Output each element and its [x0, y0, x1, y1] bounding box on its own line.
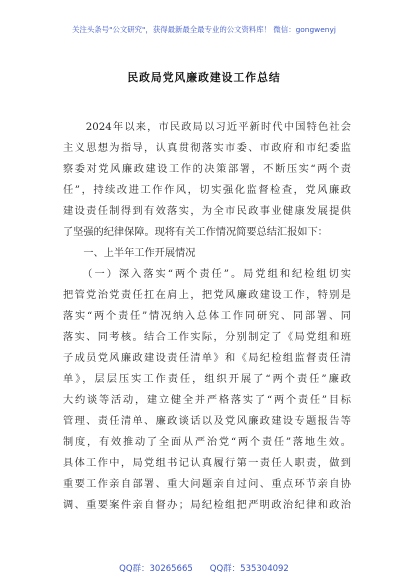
body-line: 2024年以来，市民政局以习近平新时代中国特色社会: [63, 122, 351, 133]
body-line: 具体工作中，局党组书记认真履行第一责任人职责，做到: [63, 458, 351, 469]
body-line: 重要工作亲自部署、重大问题亲自过问、重点环节亲自协: [63, 479, 351, 490]
body-line: 察委对党风廉政建设工作的决策部署，不断压实“两个责: [63, 164, 351, 175]
document-title: 民政局党风廉政建设工作总结: [127, 71, 281, 84]
body-line: 任”，持续改进工作作风，切实强化监督检查，党风廉政: [63, 185, 351, 196]
section-heading: 一、上半年工作开展情况: [63, 248, 196, 259]
qq-group-footer: QQ群：30265665 QQ群：535304092: [119, 564, 289, 574]
body-line: 落实“两个责任”情况纳入总体工作同研究、同部署、同: [63, 311, 351, 322]
body-line: 把管党治党责任扛在肩上，把党风廉政建设工作，特别是: [63, 290, 351, 301]
body-line: 单》，层层压实工作责任，组织开展了“两个责任”廉政: [63, 374, 351, 385]
body-line: 制度，有效推动了全面从严治党“两个责任”落地生效。: [63, 437, 351, 448]
body-line: （一）深入落实“两个责任”。局党组和纪检组切实: [63, 269, 351, 280]
body-line: 了坚强的纪律保障。现将有关工作情况简要总结汇报如下：: [63, 227, 328, 238]
promo-banner: 关注头条号"公文研究"，获得最新最全最专业的公文资料库！ 微信：gongwenyj: [72, 25, 336, 34]
body-line: 落实、同考核。结合工作实际，分别制定了《局党组和班: [63, 332, 351, 343]
body-line: 子成员党风廉政建设责任清单》和《局纪检组监督责任清: [63, 353, 351, 364]
body-line: 大约谈等活动，建立健全并严格落实了“两个责任”目标: [63, 395, 351, 406]
body-line: 建设责任制得到有效落实，为全市民政事业健康发展提供: [63, 206, 351, 217]
body-line: 管理、责任清单、廉政谈话以及党风廉政建设专题报告等: [63, 416, 351, 427]
body-line: 主义思想为指导，认真贯彻落实市委、市政府和市纪委监: [63, 143, 351, 154]
body-line: 调、重要案件亲自督办；局纪检组把严明政治纪律和政治: [63, 500, 351, 511]
